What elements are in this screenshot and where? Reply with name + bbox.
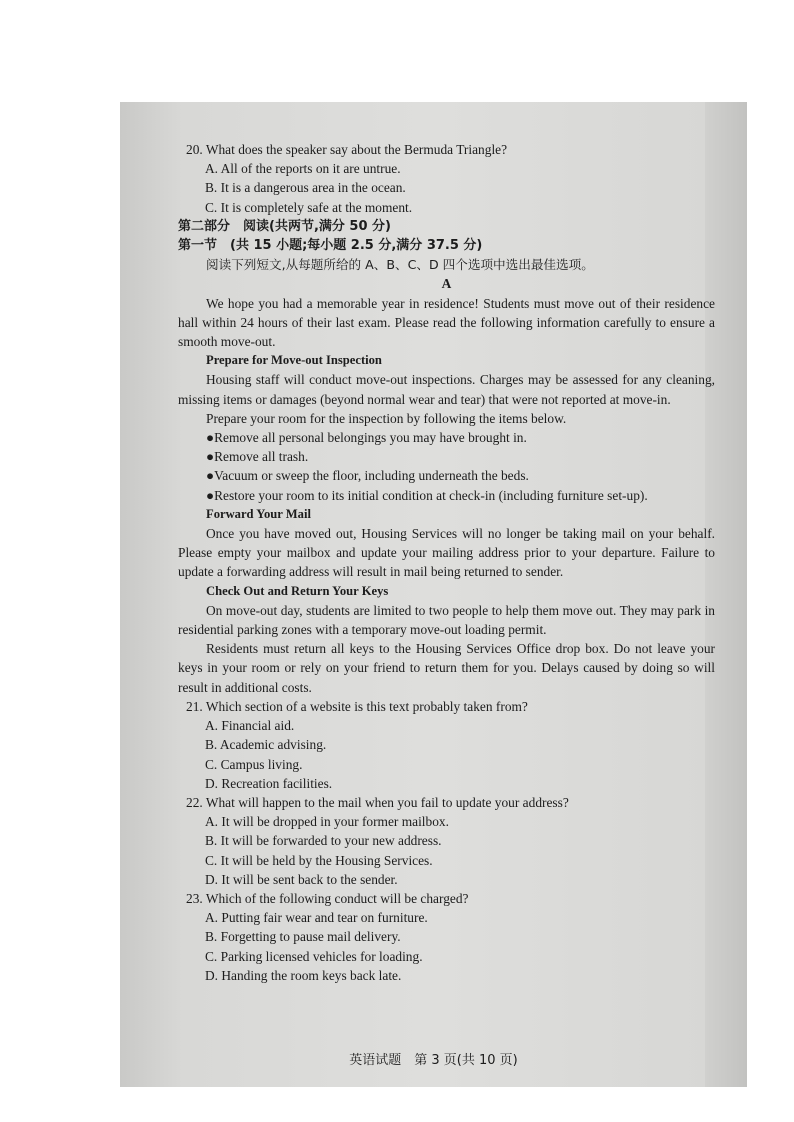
paragraph-move-out-day: On move-out day, students are limited to two people to help them move out. They may park in residential parking zones with a temporary move-out loading permit. [178, 602, 715, 638]
heading-forward-mail: Forward Your Mail [206, 506, 311, 521]
question-22 [178, 793, 715, 889]
heading-move-out-inspection: Prepare for Move-out Inspection [206, 353, 382, 368]
option-c: C. It is completely safe at the moment. [205, 199, 413, 215]
heading-check-out: Check Out and Return Your Keys [206, 583, 389, 598]
part-two-title: 第二部分 阅读(共两节,满分 50 分) [178, 218, 391, 234]
paragraph-mail: Once you have moved out, Housing Services will no longer be taking mail on your behalf. Please empty your mailbox and update your mailing address prior to your departure. Failure to update a forwarding address will result in mail being returned to sender. [178, 526, 715, 580]
option-c: C. It will be held by the Housing Services. [205, 852, 433, 868]
question-20 [178, 140, 715, 217]
bullet-item: ●Restore your room to its initial condition at check-in (including furniture set-up). [206, 487, 648, 503]
paragraph-prepare: Prepare your room for the inspection by following the items below. [206, 410, 567, 426]
option-b: B. Academic advising. [205, 737, 327, 753]
option-b: B. It will be forwarded to your new address. [205, 833, 442, 849]
option-c: C. Parking licensed vehicles for loading. [205, 948, 423, 964]
page-footer: 英语试题 第 3 页(共 10 页) [349, 1053, 518, 1068]
question-stem: 20. What does the speaker say about the Bermuda Triangle? [186, 142, 508, 157]
paragraph-keys: Residents must return all keys to the Housing Services Office drop box. Do not leave your keys in your room or rely on your friend to return them for you. Delays caused by doing so will result in additional costs. [178, 641, 715, 695]
question-stem: 23. Which of the following conduct will be charged? [186, 890, 469, 906]
passage-a [178, 294, 715, 697]
option-d: D. Recreation facilities. [205, 775, 333, 791]
question-23 [178, 889, 715, 985]
option-d: D. Handing the room keys back late. [205, 967, 402, 983]
option-a: A. It will be dropped in your former mailbox. [205, 814, 449, 830]
option-d: D. It will be sent back to the sender. [205, 871, 398, 887]
exam-page-content [178, 140, 715, 985]
option-a: A. Putting fair wear and tear on furniture. [205, 910, 428, 926]
bullet-item: ●Remove all trash. [206, 449, 309, 465]
section-one-title: 第一节 (共 15 小题;每小题 2.5 分,满分 37.5 分) [178, 238, 483, 254]
question-stem: 21. Which section of a website is this text probably taken from? [186, 698, 528, 714]
passage-intro: We hope you had a memorable year in residence! Students must move out of their residence hall within 24 hours of their last exam. Please read the following information carefully to ensure a smooth move-out. [178, 295, 715, 350]
exam-page-photo [120, 102, 747, 1087]
option-b: B. Forgetting to pause mail delivery. [205, 929, 401, 945]
option-a: A. Financial aid. [205, 718, 295, 734]
option-c: C. Campus living. [205, 756, 303, 772]
question-21 [178, 697, 715, 793]
passage-label: A [441, 276, 452, 292]
bullet-item: ●Vacuum or sweep the floor, including underneath the beds. [206, 468, 529, 484]
paragraph-inspection: Housing staff will conduct move-out inspections. Charges may be assessed for any cleaning, missing items or damages (beyond normal wear and tear) that were not reported at move-in. [178, 372, 715, 407]
option-b: B. It is a dangerous area in the ocean. [205, 180, 406, 196]
reading-instruction: 阅读下列短文,从每题所给的 A、B、C、D 四个选项中选出最佳选项。 [206, 257, 594, 273]
option-a: A. All of the reports on it are untrue. [205, 161, 401, 177]
bullet-item: ●Remove all personal belongings you may have brought in. [206, 430, 527, 446]
question-stem: 22. What will happen to the mail when you fail to update your address? [186, 794, 569, 810]
